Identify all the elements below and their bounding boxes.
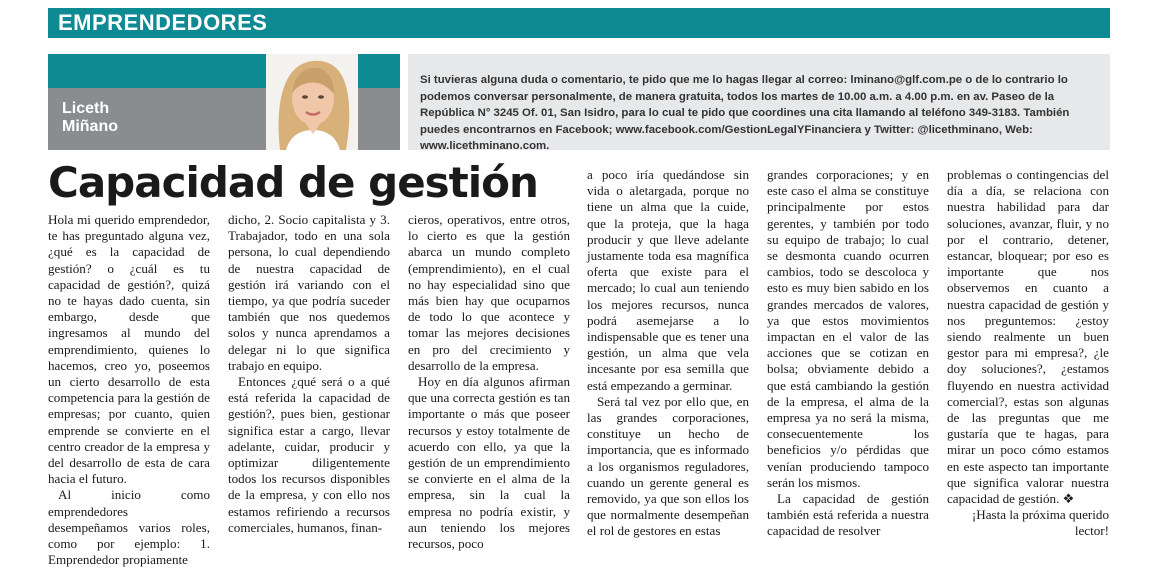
paragraph: a poco iría quedándose sin vida o aletargada, porque no tiene un alma que la cuide, que la proteja, que la haga producir y que lleve adelante justamente toda esa magnífica oferta que existe para el mercado; lo cual aun teniendo los mejores recursos, nunca podrá asemejarse a lo indispensable que es tener una gestión, un alma que vela incesante por esa semilla que está empezando a germinar. [587,167,749,393]
article-column-4 [587,167,749,540]
paragraph: Hoy en día algunos afirman que una correcta gestión es tan importante o más que poseer recursos y estoy totalmente de acuerdo con ello, ya que la gestión de un emprendimiento se convierte en el alma de la empresa, sin la cual la empresa no podría existir, y aun teniendo los mejores recursos, poco [408,374,570,552]
section-header-bar [48,8,1110,38]
paragraph: Será tal vez por ello que, en las grandes corporaciones, constituye un hecho de importancia, que es informado a los organismos reguladores, cuando un gerente general es removido, ya que son ellos los que normalmente desempeñan el rol de gestores en estas [587,393,749,539]
paragraph: Entonces ¿qué será o a qué está referida la capacidad de gestión?, pues bien, gestionar significa estar a cargo, llevar adelante, cuidar, producir y optimizar diligentemente todos los recursos disponibles de la empresa, y con ello nos estamos refiriendo a recursos comerciales, humanos, finan- [228,374,390,535]
paragraph: dicho, 2. Socio capitalista y 3. Trabajador, todo en una sola persona, lo cual dependiendo de nuestra capacidad de gestión irá variando con el tiempo, ya que podría suceder también que nos quedemos solos y nunca aprendamos a delegar ni lo que significa trabajo en equipo. [228,212,390,373]
author-name [62,100,118,136]
article-column-3 [408,212,570,552]
article-column-5 [767,167,929,540]
paragraph: problemas o contingencias del día a día, se relaciona con nuestra habilidad para dar soluciones, avanzar, fluir, y no por el contrario, detener, estancar, bloquear; por eso es importante que nos observemos en cuanto a nuestra capacidad de gestión y nos preguntemos: ¿estoy siendo realmente un buen gestor para mi empresa?, ¿le doy soluciones?, ¿estamos fluyendo en nuestra actividad comercial?, estas son algunas de las preguntas que me gustaría que te hagas, para mirar un poco cómo estamos en este aspecto tan importante que significa valorar nuestra capacidad de gestión. ❖ [947,167,1109,507]
author-last-name: Miñano [62,118,118,135]
contact-info-box [408,54,1110,153]
paragraph: Hola mi querido emprendedor, te has preguntado alguna vez, ¿qué es la capacidad de gestión? o ¿cuál es tu capacidad de gestión?, quizá no te hayas dado cuenta, sin embargo, desde que ingresamos al mundo del emprendimiento, quienes lo hacemos, creo yo, poseemos un cierto desarrollo de esta competencia para la gestión de empresas; por cuanto, quien emprende se convierte en el centro creador de la empresa y del desarrollo de esta de cara hacia el futuro. [48,212,210,487]
paragraph: grandes corporaciones; y en este caso el alma se constituye principalmente por estos gerentes, y también por todo su equipo de trabajo; lo cual se desmonta cuando ocurren cambios, todo se descoloca y esto es muy bien sabido en los grandes mercados de valores, ya que estos movimientos impactan en el valor de las acciones que se cotizan en bolsa; obviamente debido a que está cambiando la gestión de la empresa, el alma de la empresa ya no será la misma, consecuentemente los beneficios y/o pérdidas que venían produciendo tampoco serán los mismos. [767,167,929,490]
paragraph: La capacidad de gestión también está referida a nuestra capacidad de resolver [767,491,929,539]
article-column-1 [48,212,210,568]
article-title: Capacidad de gestión [48,158,538,207]
author-first-name: Liceth [62,100,110,117]
author-photo [266,54,358,150]
article-column-6 [947,167,1109,540]
paragraph: Al inicio como emprendedores desempeñamos varios roles, como por ejemplo: 1. Emprendedor propiamente [48,487,210,568]
article-column-2 [228,212,390,536]
paragraph: cieros, operativos, entre otros, lo cierto es que la gestión abarca un mundo completo (emprendimiento), en el cual no hay especialidad sino que más bien hay que ocuparnos de todo lo que acontece y tomar las mejores decisiones en pro del crecimiento y desarrollo de la empresa. [408,212,570,373]
closing-line: ¡Hasta la próxima querido lector! [971,507,1109,539]
section-title: EMPRENDEDORES [58,10,268,35]
contact-info-text: Si tuvieras alguna duda o comentario, te pido que me lo hagas llegar al correo: lminano@glf.com.pe o de lo contrario lo podemos conversar personalmente, de manera gratuita, todos los martes de 10.00 a.m. a 4.00 p.m. en av. Paseo de la República N° 3245 Of. 01, San Isidro, para lo cual te pido que coordines una cita llamando al teléfono 349-3183. También puedes encontrarnos en Facebook; www.facebook.com/GestionLegalYFinanciera y Twitter: @licethminano, Web: www.licethminano.com. [420,74,1070,153]
